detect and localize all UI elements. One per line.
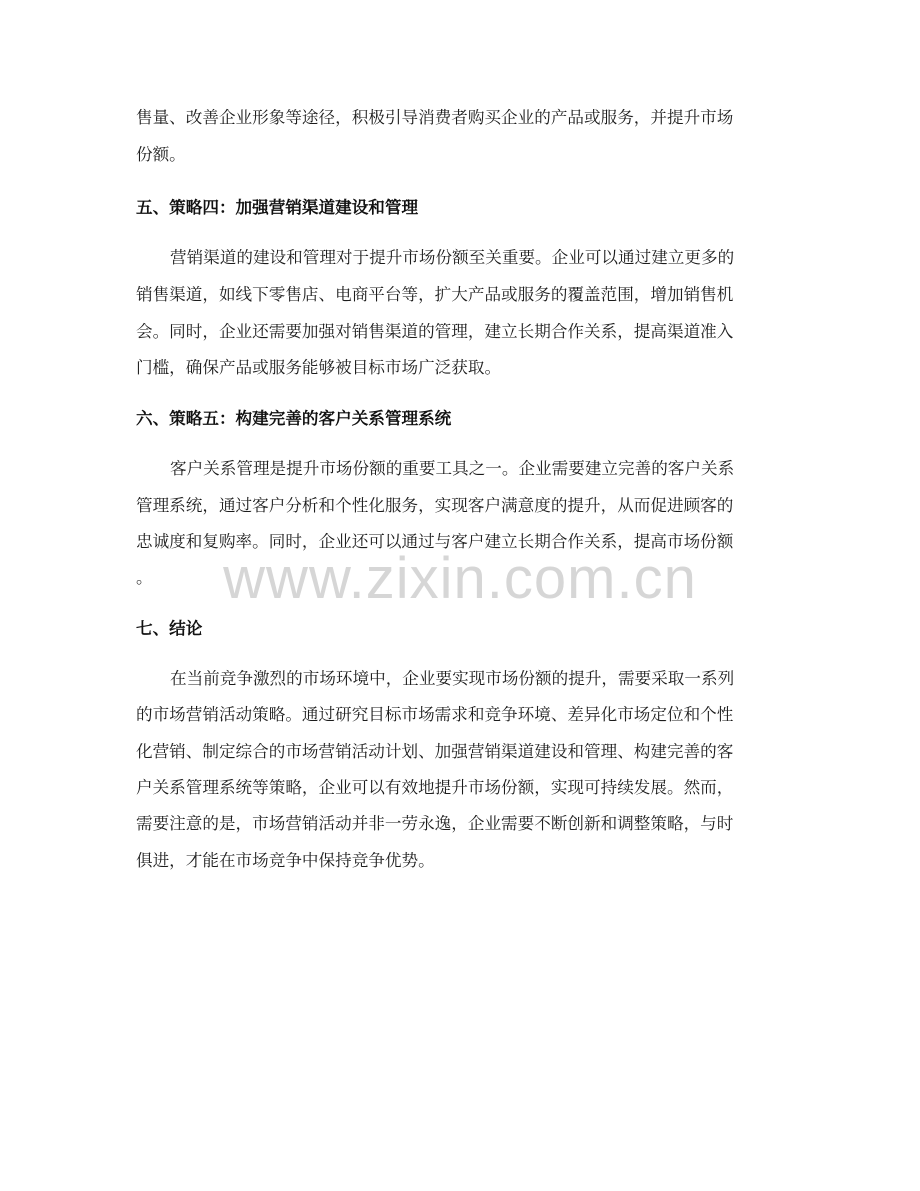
section-heading-6: 六、策略五：构建完善的客户关系管理系统: [136, 409, 452, 428]
paragraph-line: 。: [136, 568, 153, 587]
paragraph-line: 门槛，确保产品或服务能够被目标市场广泛获取。: [136, 358, 502, 377]
paragraph-line: 需要注意的是，市场营销活动并非一劳永逸，企业需要不断创新和调整策略，与时: [136, 814, 734, 833]
paragraph-line: 客户关系管理是提升市场份额的重要工具之一。企业需要建立完善的客户关系: [170, 459, 735, 478]
section-heading-7: 七、结论: [136, 619, 203, 638]
paragraph-line: 俱进，才能在市场竞争中保持竞争优势。: [136, 851, 435, 870]
paragraph-line: 售量、改善企业形象等途径，积极引导消费者购买企业的产品或服务，并提升市场: [136, 108, 734, 127]
paragraph-line: 销售渠道，如线下零售店、电商平台等，扩大产品或服务的覆盖范围，增加销售机: [136, 285, 734, 304]
paragraph-line: 会。同时，企业还需要加强对销售渠道的管理，建立长期合作关系，提高渠道准入: [136, 322, 734, 341]
paragraph-line: 份额。: [136, 145, 186, 164]
paragraph-line: 忠诚度和复购率。同时，企业还可以通过与客户建立长期合作关系，提高市场份额: [136, 532, 734, 551]
paragraph-line: 化营销、制定综合的市场营销活动计划、加强营销渠道建设和管理、构建完善的客: [136, 742, 734, 761]
section-heading-5: 五、策略四：加强营销渠道建设和管理: [136, 198, 419, 217]
paragraph-line: 营销渠道的建设和管理对于提升市场份额至关重要。企业可以通过建立更多的: [170, 248, 735, 267]
watermark: www.zixin.com.cn: [223, 546, 697, 611]
paragraph-line: 户关系管理系统等策略，企业可以有效地提升市场份额，实现可持续发展。然而，: [136, 778, 734, 797]
paragraph-line: 在当前竞争激烈的市场环境中，企业要实现市场份额的提升，需要采取一系列: [170, 669, 735, 688]
paragraph-line: 管理系统，通过客户分析和个性化服务，实现客户满意度的提升，从而促进顾客的: [136, 496, 734, 515]
paragraph-line: 的市场营销活动策略。通过研究目标市场需求和竞争环境、差异化市场定位和个性: [136, 705, 734, 724]
